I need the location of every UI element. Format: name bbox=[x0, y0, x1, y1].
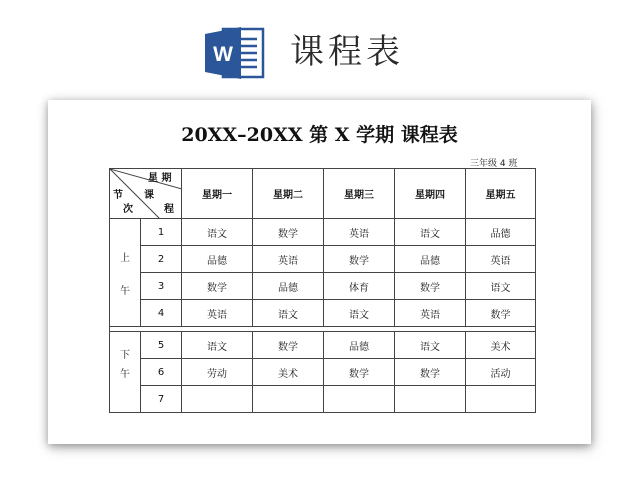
course-cell: 英语 bbox=[395, 300, 466, 327]
period-number: 5 bbox=[141, 332, 182, 359]
class-label: 三年级 4 班 bbox=[470, 159, 518, 169]
table-row bbox=[110, 246, 536, 273]
course-cell: 活动 bbox=[466, 359, 536, 386]
day-header: 星期三 bbox=[324, 169, 395, 219]
corner-header-cell bbox=[110, 169, 182, 219]
course-cell: 品德 bbox=[182, 246, 253, 273]
course-cell bbox=[253, 386, 324, 413]
course-cell: 体育 bbox=[324, 273, 395, 300]
morning-label-1: 上 bbox=[120, 252, 130, 264]
course-cell bbox=[395, 386, 466, 413]
course-cell: 数学 bbox=[324, 359, 395, 386]
course-cell bbox=[182, 386, 253, 413]
course-cell: 品德 bbox=[466, 219, 536, 246]
morning-label-2: 午 bbox=[120, 285, 130, 297]
table-row bbox=[110, 219, 536, 246]
course-cell: 语文 bbox=[324, 300, 395, 327]
table-row bbox=[110, 386, 536, 413]
period-number: 6 bbox=[141, 359, 182, 386]
course-cell: 品德 bbox=[324, 332, 395, 359]
course-cell: 英语 bbox=[253, 246, 324, 273]
banner-title: 课程表 bbox=[290, 32, 404, 72]
course-cell: 英语 bbox=[182, 300, 253, 327]
document-title: 20XX–20XX 第 X 学期 课程表 bbox=[181, 124, 458, 146]
course-cell: 数学 bbox=[324, 246, 395, 273]
table-row bbox=[110, 273, 536, 300]
word-icon-letter: W bbox=[213, 43, 233, 66]
corner-label-course: 课 bbox=[144, 190, 154, 201]
corner-label-cheng: 程 bbox=[164, 204, 174, 215]
corner-label-week: 星 期 bbox=[148, 173, 172, 184]
course-cell: 数学 bbox=[253, 219, 324, 246]
header-row bbox=[110, 169, 536, 219]
afternoon-label-2: 午 bbox=[120, 369, 130, 380]
schedule-table bbox=[109, 168, 536, 413]
day-header: 星期二 bbox=[253, 169, 324, 219]
document-page bbox=[48, 100, 591, 444]
course-cell: 美术 bbox=[466, 332, 536, 359]
course-cell: 数学 bbox=[395, 359, 466, 386]
course-cell: 数学 bbox=[466, 300, 536, 327]
corner-label-section: 节 bbox=[113, 190, 123, 201]
table-row bbox=[110, 359, 536, 386]
day-header: 星期五 bbox=[466, 169, 536, 219]
period-number: 7 bbox=[141, 386, 182, 413]
course-cell: 英语 bbox=[324, 219, 395, 246]
course-cell: 语文 bbox=[395, 332, 466, 359]
day-header: 星期四 bbox=[395, 169, 466, 219]
course-cell: 品德 bbox=[395, 246, 466, 273]
afternoon-label-1: 下 bbox=[120, 350, 130, 361]
afternoon-label-cell bbox=[110, 332, 141, 413]
course-cell: 语文 bbox=[466, 273, 536, 300]
period-number: 3 bbox=[141, 273, 182, 300]
period-number: 1 bbox=[141, 219, 182, 246]
course-cell: 劳动 bbox=[182, 359, 253, 386]
course-cell bbox=[466, 386, 536, 413]
course-cell: 英语 bbox=[466, 246, 536, 273]
table-row bbox=[110, 300, 536, 327]
course-cell: 语文 bbox=[182, 332, 253, 359]
course-cell: 语文 bbox=[395, 219, 466, 246]
day-header: 星期一 bbox=[182, 169, 253, 219]
word-icon bbox=[203, 26, 265, 80]
course-cell: 美术 bbox=[253, 359, 324, 386]
corner-label-order: 次 bbox=[123, 204, 133, 215]
course-cell: 数学 bbox=[395, 273, 466, 300]
morning-label-cell bbox=[110, 219, 141, 327]
table-row bbox=[110, 332, 536, 359]
period-number: 4 bbox=[141, 300, 182, 327]
course-cell: 数学 bbox=[253, 332, 324, 359]
course-cell: 数学 bbox=[182, 273, 253, 300]
banner bbox=[0, 0, 640, 95]
period-number: 2 bbox=[141, 246, 182, 273]
course-cell: 语文 bbox=[253, 300, 324, 327]
course-cell: 语文 bbox=[182, 219, 253, 246]
course-cell: 品德 bbox=[253, 273, 324, 300]
course-cell bbox=[324, 386, 395, 413]
